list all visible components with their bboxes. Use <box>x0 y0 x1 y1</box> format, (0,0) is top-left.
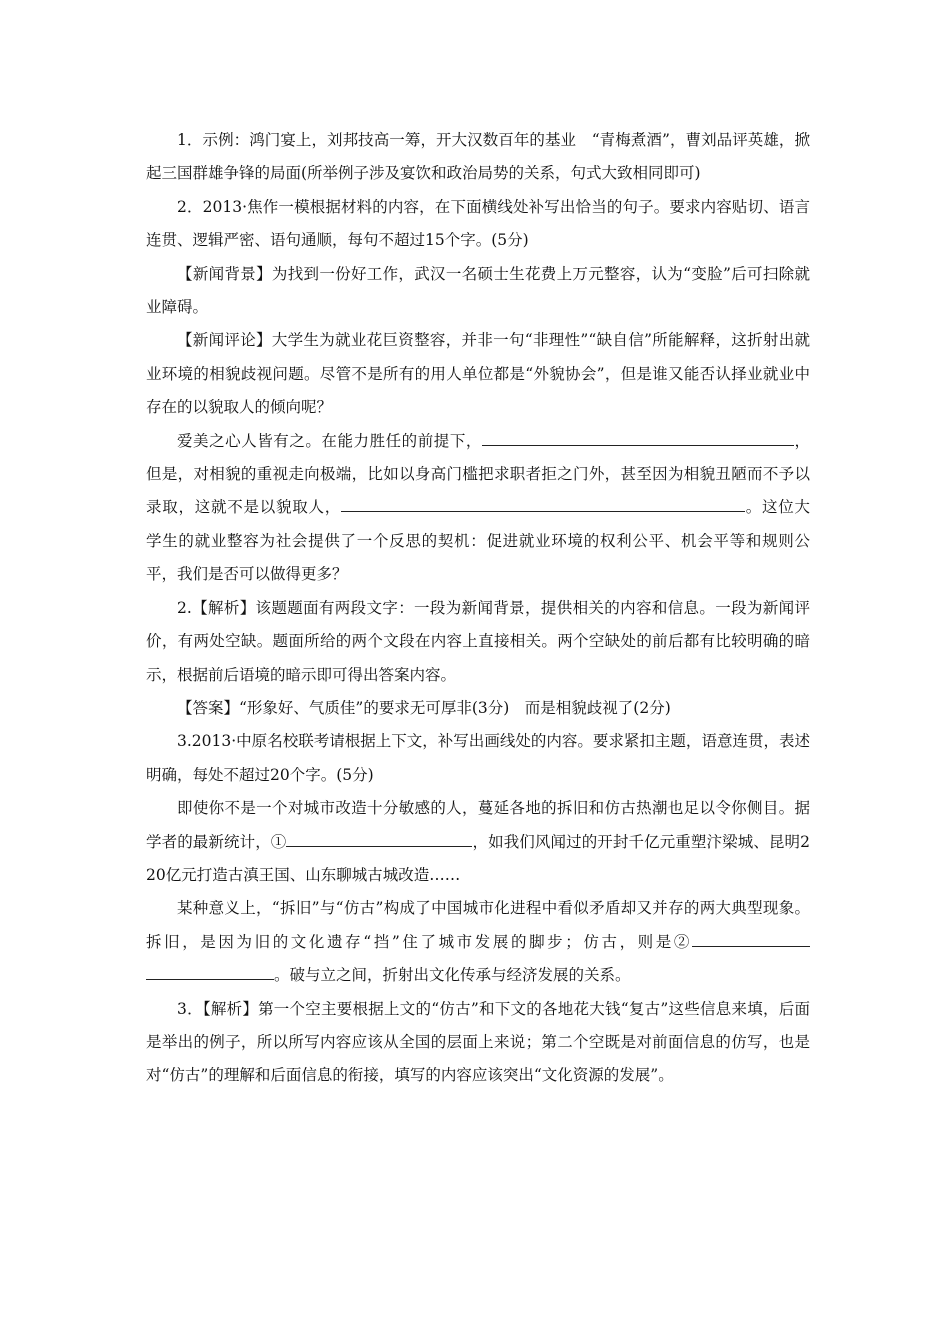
answer-blank-2[interactable] <box>341 495 745 512</box>
fill-in-paragraph-3 <box>146 892 810 992</box>
question-2-prompt: 2．2013·焦作一模根据材料的内容，在下面横线处补写出恰当的句子。要求内容贴切、语言连贯、逻辑严密、语句通顺，每句不超过15个字。(5分) <box>146 197 810 250</box>
fill-in-paragraph-1 <box>146 425 810 592</box>
document-body <box>146 124 810 1093</box>
fill-text-2b: ，如我们风闻过的开封千亿元重塑汴梁城、昆明220亿元打造古滇王国、山东聊城古城改造…… <box>146 832 810 884</box>
question-3-prompt: 3.2013·中原名校联考请根据上下文，补写出画线处的内容。要求紧扣主题，语意连贯，表述明确，每处不超过20个字。(5分) <box>146 732 810 784</box>
fill-text-1c: 。这位大学生的就业整容为社会提供了一个反思的契机：促进就业环境的权利公平、机会平等和规则公平，我们是否可以做得更多？ <box>146 498 810 584</box>
analysis-2: 2.【解析】该题题面有两段文字：一段为新闻背景，提供相关的内容和信息。一段为新闻评价，有两处空缺。题面所给的两个文段在内容上直接相关。两个空缺处的前后都有比较明确的暗示，根据前后语境的暗示即可得出答案内容。 <box>146 598 810 684</box>
fill-text-2a: 即使你不是一个对城市改造十分敏感的人，蔓延各地的拆旧和仿古热潮也足以令你侧目。据学者的最新统计，① <box>146 799 810 851</box>
fill-text-1b: ，但是，对相貌的重视走向极端，比如以身高门槛把求职者拒之门外，甚至因为相貌丑陋而不予以录取，这就不是以貌取人， <box>146 431 810 517</box>
answer-blank-1[interactable] <box>482 429 794 446</box>
fill-in-paragraph-2 <box>146 792 810 892</box>
answer-blank-3[interactable] <box>286 830 472 847</box>
fill-text-3b: 。破与立之间，折射出文化传承与经济发展的关系。 <box>274 966 631 985</box>
fill-text-1a: 爱美之心人皆有之。在能力胜任的前提下， <box>177 431 482 450</box>
answer-blank-4a[interactable] <box>692 930 810 947</box>
news-commentary: 【新闻评论】大学生为就业花巨资整容，并非一句“非理性”“缺自信”所能解释，这折射出就业环境的相貌歧视问题。尽管不是所有的用人单位都是“外貌协会”，但是谁又能否认择业就业中存在的以貌取人的倾向呢？ <box>146 331 810 417</box>
paragraph-example-answer: 1．示例：鸿门宴上，刘邦技高一筹，开大汉数百年的基业 “青梅煮酒”，曹刘品评英雄，掀起三国群雄争锋的局面(所举例子涉及宴饮和政治局势的关系，句式大致相同即可) <box>146 131 810 183</box>
fill-text-3a: 某种意义上，“拆旧”与“仿古”构成了中国城市化进程中看似矛盾却又并存的两大典型现象。拆旧，是因为旧的文化遗存“挡”住了城市发展的脚步；仿古，则是② <box>146 899 810 951</box>
answer-blank-4b[interactable] <box>146 963 274 980</box>
news-background: 【新闻背景】为找到一份好工作，武汉一名硕士生花费上万元整容，认为“变脸”后可扫除就业障碍。 <box>146 264 810 317</box>
analysis-3: 3．【解析】第一个空主要根据上文的“仿古”和下文的各地花大钱“复古”这些信息来填，后面是举出的例子，所以所写内容应该从全国的层面上来说；第二个空既是对前面信息的仿写，也是对“仿古”的理解和后面信息的衔接，填写的内容应该突出“文化资源的发展”。 <box>146 999 810 1085</box>
answer-2: 【答案】“形象好、气质佳”的要求无可厚非(3分) 而是相貌歧视了(2分) <box>177 698 671 717</box>
